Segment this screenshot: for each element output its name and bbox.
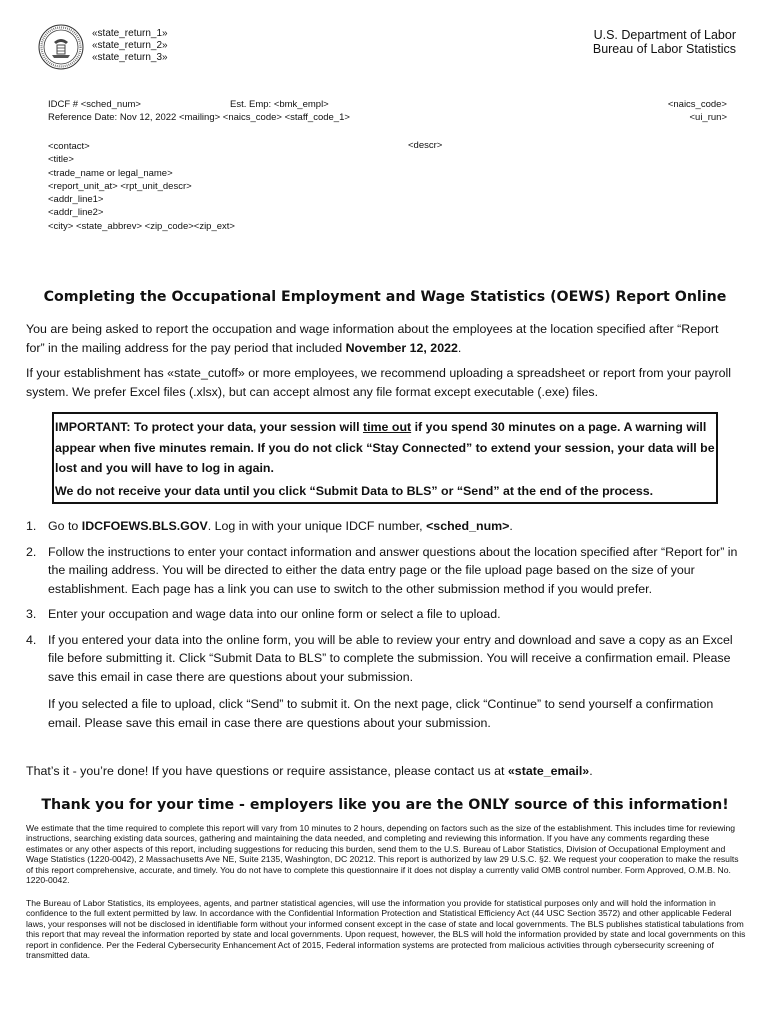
state-return-line: «state_return_1»: [92, 28, 168, 39]
reference-date: Reference Date: Nov 12, 2022 <mailing> <naics_code> <staff_code_1>: [48, 112, 350, 123]
state-return-block: [92, 28, 168, 64]
step-text: . Log in with your unique IDCF number,: [207, 519, 427, 533]
state-email: «state_email»: [507, 764, 590, 778]
step-text: If you entered your data into the online form, you will be able to review your entry and download and save a copy as an Excel file before submitting it. Click “Submit Data to BLS” to complete the submission. You will receive a confirmation email. Please save this email in case there are questions about your submission.: [48, 632, 733, 684]
agency-line-1: U.S. Department of Labor: [593, 28, 736, 42]
thank-you-heading: Thank you for your time - employers like you are the ONLY source of this information!: [41, 797, 729, 813]
intro-text: You are being asked to report the occupation and wage information about the employees at the location specified after “Report for” in the mailing address for the pay period that included: [26, 322, 719, 355]
mailing-address-block: [48, 140, 235, 233]
step-text: Follow the instructions to enter your contact information and answer questions about the location specified after “Report for” in the mailing address. You will be directed to either the data entry page or the file upload page based on the size of your establishment. Each page has a link you can use to switch to the other submission method if you would prefer.: [48, 544, 738, 596]
sched-num-placeholder: <sched_num>: [426, 519, 510, 533]
address-line: <title>: [48, 154, 74, 166]
session-timeout-notice: [55, 417, 716, 479]
intro-paragraph: [26, 320, 740, 357]
important-notice-box: [52, 412, 718, 504]
submit-notice: We do not receive your data until you click “Submit Data to BLS” or “Send” at the end of the process.: [55, 483, 654, 498]
est-emp: Est. Emp: <bmk_empl>: [230, 99, 329, 110]
notice-text: IMPORTANT: To protect your data, your session will: [55, 420, 363, 434]
upload-recommendation-paragraph: If your establishment has «state_cutoff» or more employees, we recommend uploading a spreadsheet or report from your payroll system. We prefer Excel files (.xlsx), but can accept almost any file format except executable (.exe) files.: [26, 366, 732, 399]
done-text: That’s it - you’re done! If you have questions or require assistance, please contact us at: [26, 764, 508, 778]
address-line: <addr_line2>: [48, 207, 104, 219]
dol-seal-icon: [38, 24, 84, 70]
intro-end: .: [457, 340, 462, 355]
idcf-number: IDCF # <sched_num>: [48, 99, 141, 110]
time-out-emphasis: time out: [362, 420, 412, 434]
address-line: <report_unit_at> <rpt_unit_descr>: [48, 180, 192, 192]
step-number: 4.: [26, 632, 37, 647]
done-end: .: [589, 764, 593, 778]
instruction-steps: [26, 517, 740, 739]
descr-field: <descr>: [408, 140, 443, 151]
page-title: Completing the Occupational Employment and Wage Statistics (OEWS) Report Online: [43, 289, 727, 305]
address-line: <city> <state_abbrev> <zip_code><zip_ext>: [48, 220, 235, 232]
naics-ui-block: [668, 98, 727, 124]
step-number: 2.: [26, 544, 37, 559]
step-text: Go to: [48, 519, 82, 533]
agency-name: [593, 28, 736, 56]
step-number: 1.: [26, 519, 37, 533]
notice-text-cont: if you spend 30 minutes on a page. A warning will appear when five minutes remain. If you do not click “Stay Connected” to extend your session, your data will be lost and you will have to log in again.: [55, 420, 715, 475]
step-text: Enter your occupation and wage data into our online form or select a file to upload.: [48, 607, 501, 621]
step-text: .: [509, 519, 513, 533]
ui-run: <ui_run>: [689, 112, 727, 123]
naics-code: <naics_code>: [667, 99, 727, 110]
address-line: <addr_line1>: [48, 194, 104, 206]
address-line: <trade_name or legal_name>: [48, 167, 173, 179]
state-return-line: «state_return_2»: [92, 40, 168, 51]
address-line: <contact>: [48, 141, 90, 152]
burden-statement: We estimate that the time required to complete this report will vary from 10 minutes to 2 hours, depending on factors such as the size of the establishment. This includes time for reviewing instructions, searching existing data sources, gathering and maintaining the data needed, and completing and reviewing this information. If you have any comments regarding these estimates or any other aspects of this report, including suggestions for reducing this burden, send them to the U.S. Bureau of Labor Statistics, Division of Occupational Employment and Wage Statistics (1220-0042), 2 Massachusetts Ave NE, Suite 2135, Washington, DC 20212. This report is authorized by law 29 U.S.C. §2. We request your cooperation to make the results of this report comprehensive, accurate, and timely. You do not have to complete this questionnaire if it does not display a currently valid OMB control number. Form Approved, O.M.B. No. 1220-0042.: [26, 823, 739, 886]
step-4: [26, 631, 740, 733]
reference-period-date: November 12, 2022: [345, 340, 458, 355]
done-paragraph: [26, 762, 593, 780]
confidentiality-statement: The Bureau of Labor Statistics, its employees, agents, and partner statistical agencies, will use the information you provide for statistical purposes only and will hold the information in confidence to the full extent permitted by law. In accordance with the Confidential Information Protection and Statistical Efficiency Act (44 USC Section 3572) and other applicable Federal laws, your responses will not be disclosed in identifiable form without your informed consent except in the case of state and local governments. The BLS publishes statistical tabulations from this report that may reveal the information reported by state and local governments. Upon request, however, the BLS will hold the information provided by state and local governments on this report in confidence. Per the Federal Cybersecurity Enhancement Act of 2015, Federal information systems are protected from malicious activities through cybersecurity screening of transmitted data.: [26, 898, 746, 961]
step-4-upload-text: If you selected a file to upload, click “Send” to submit it. On the next page, click “Continue” to send yourself a confirmation email. Please save this email in case there are questions about your submission.: [48, 697, 714, 730]
step-2: [26, 543, 740, 599]
website-link[interactable]: IDCFOEWS.BLS.GOV: [81, 519, 208, 533]
step-3: [26, 605, 740, 624]
state-return-line: «state_return_3»: [92, 52, 168, 63]
step-1: [26, 517, 740, 536]
agency-line-2: Bureau of Labor Statistics: [592, 42, 736, 56]
step-number: 3.: [26, 607, 37, 621]
